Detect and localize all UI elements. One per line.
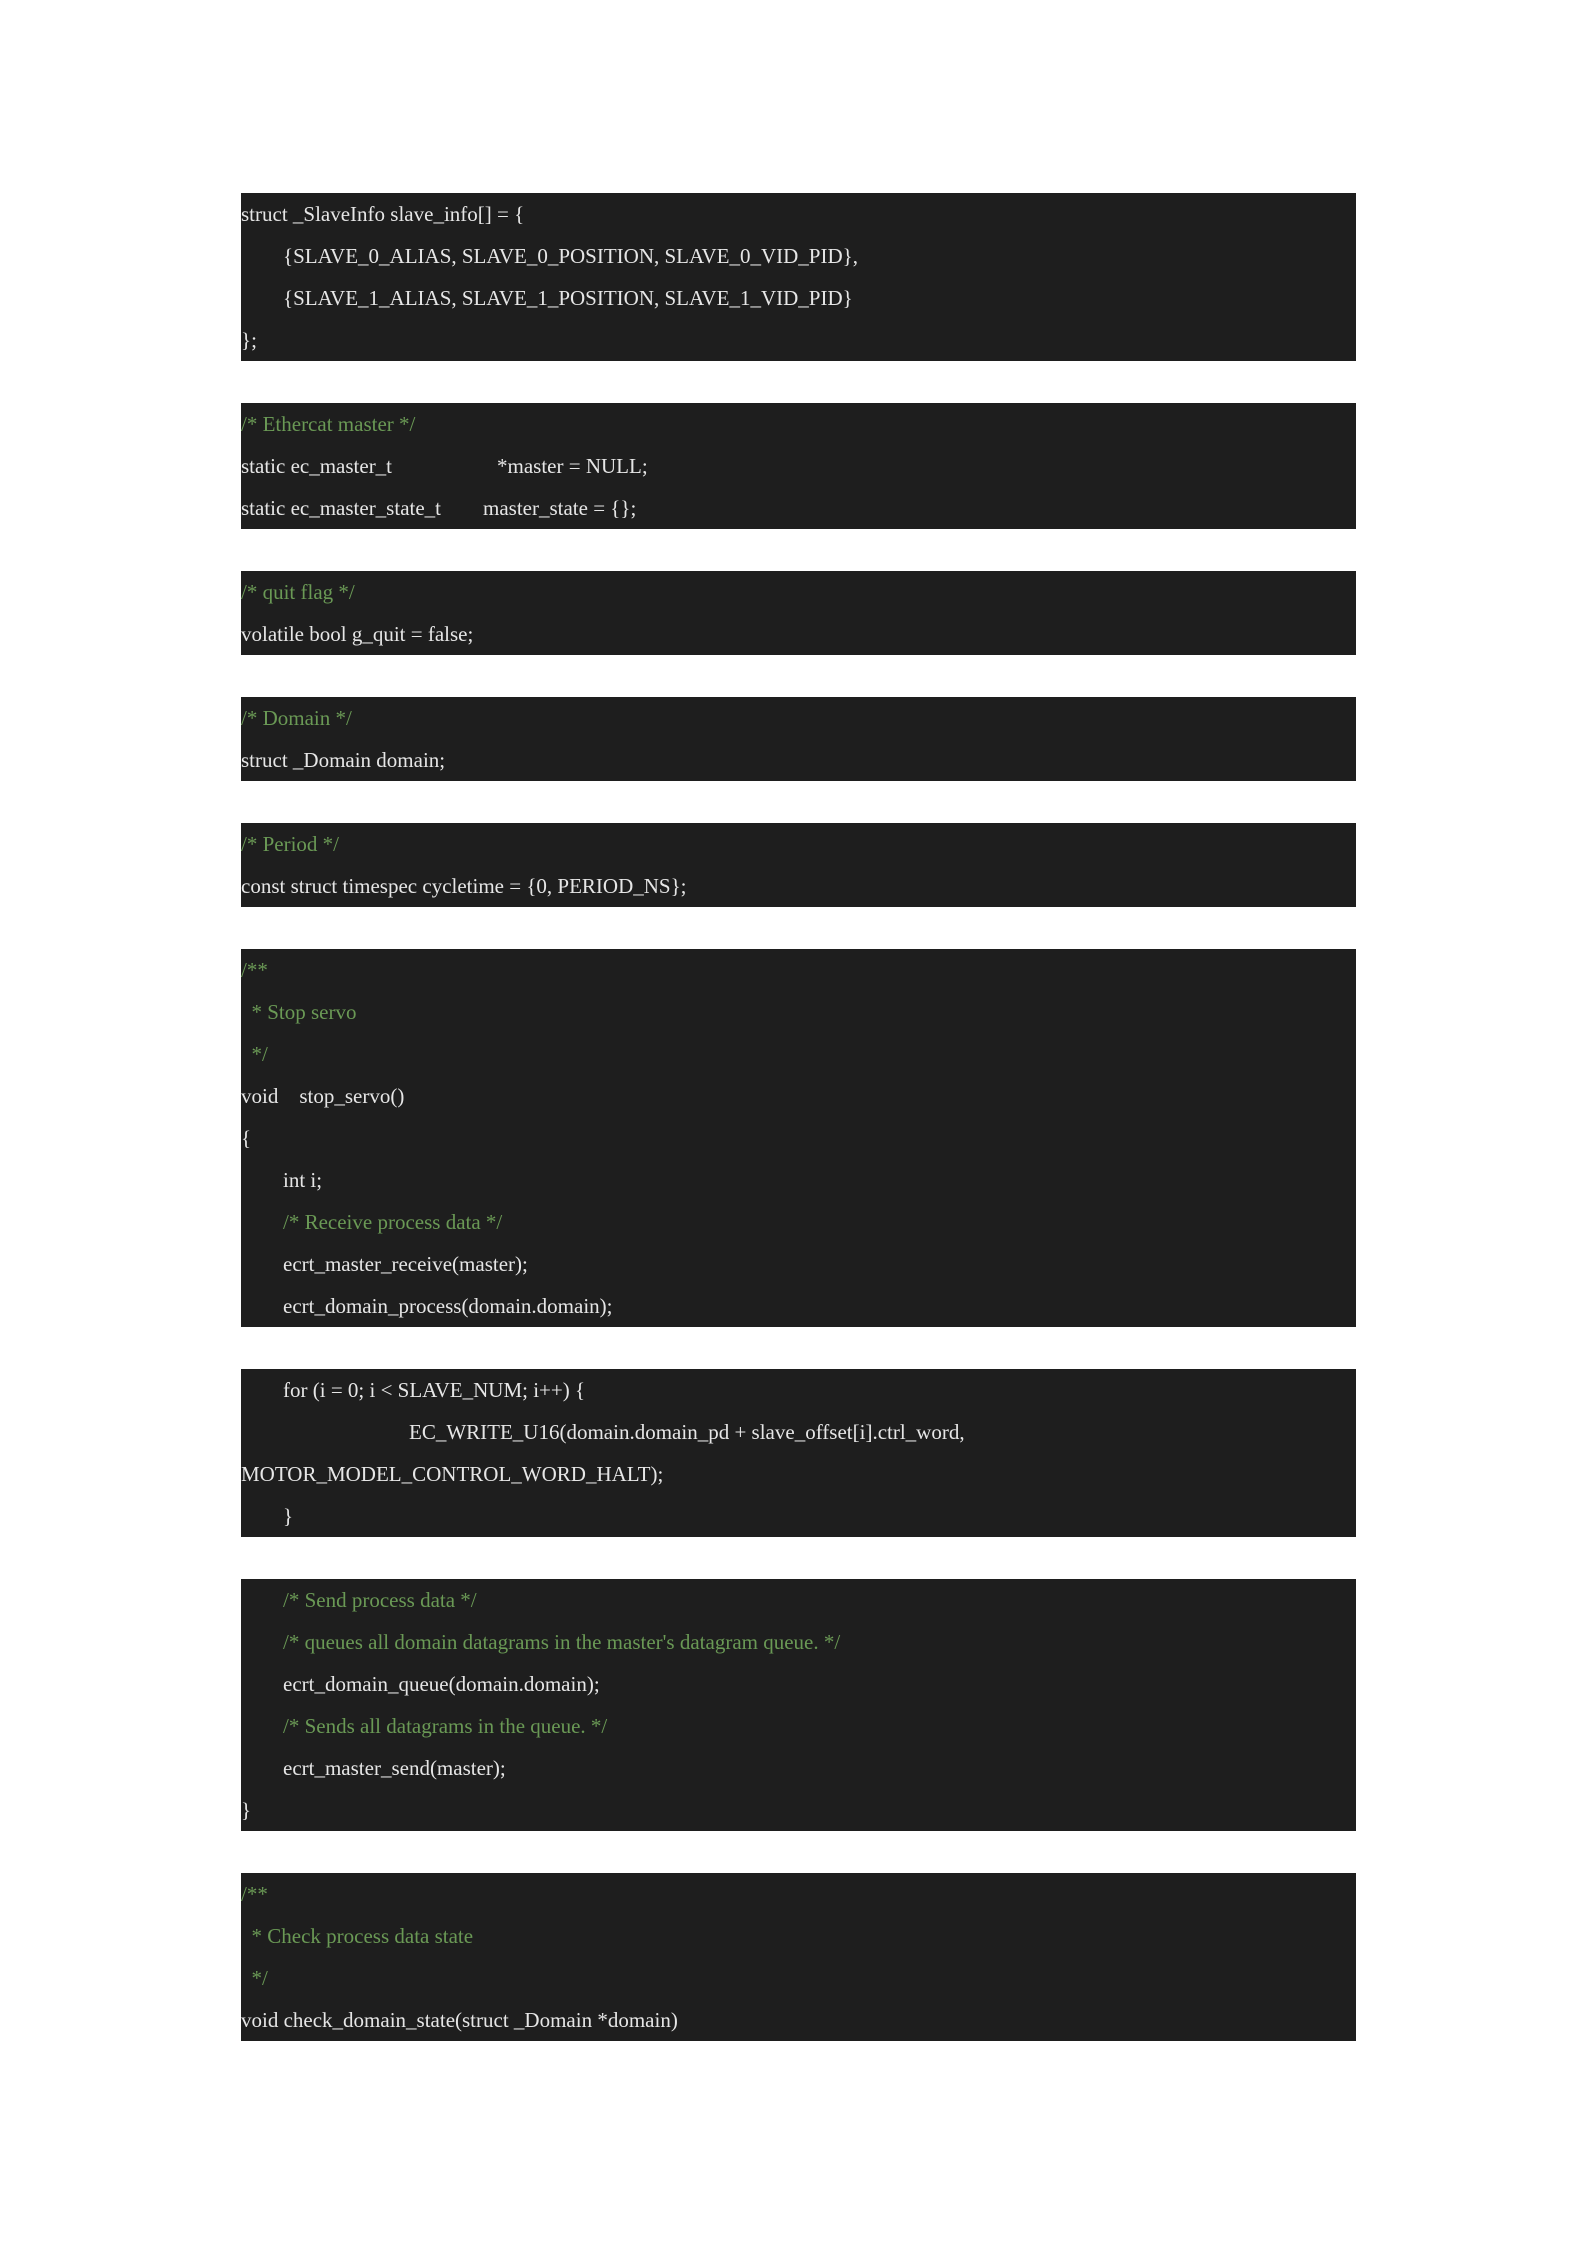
code-block-stop-servo-start <box>241 949 1356 1327</box>
code-line: } <box>241 1798 252 1822</box>
code-block-slave-info-array <box>241 193 1356 361</box>
code-line: void check_domain_state(struct _Domain *domain) <box>241 2008 678 2032</box>
code-block-domain <box>241 697 1356 781</box>
code-comment-line: */ <box>241 1042 268 1066</box>
code-line: MOTOR_MODEL_CONTROL_WORD_HALT); <box>241 1462 664 1486</box>
code-block-quit-flag <box>241 571 1356 655</box>
code-line: } <box>241 1504 294 1528</box>
code-line: ecrt_master_send(master); <box>241 1756 506 1780</box>
code-line: struct _SlaveInfo slave_info[] = { <box>241 202 525 226</box>
code-line: volatile bool g_quit = false; <box>241 622 474 646</box>
code-block-check-domain-state <box>241 1873 1356 2041</box>
code-block-period <box>241 823 1356 907</box>
code-line: void stop_servo() <box>241 1084 405 1108</box>
code-line: static ec_master_t *master = NULL; <box>241 454 648 478</box>
code-line: const struct timespec cycletime = {0, PERIOD_NS}; <box>241 874 687 898</box>
code-comment-line: /* Sends all datagrams in the queue. */ <box>241 1714 608 1738</box>
code-line: { <box>241 1126 252 1150</box>
code-comment-line: /* Ethercat master */ <box>241 412 416 436</box>
code-comment-line: */ <box>241 1966 268 1990</box>
code-block-stop-servo-loop <box>241 1369 1356 1537</box>
code-line: }; <box>241 328 257 352</box>
code-line: for (i = 0; i < SLAVE_NUM; i++) { <box>241 1378 586 1402</box>
code-comment-line: /* Send process data */ <box>241 1588 477 1612</box>
code-line: {SLAVE_1_ALIAS, SLAVE_1_POSITION, SLAVE_1_VID_PID} <box>241 286 853 310</box>
code-line: int i; <box>241 1168 323 1192</box>
code-comment-line: /** <box>241 958 268 982</box>
code-line: static ec_master_state_t master_state = {}; <box>241 496 637 520</box>
code-comment-line: /* quit flag */ <box>241 580 355 604</box>
document-page <box>241 193 1356 2083</box>
code-line: ecrt_domain_process(domain.domain); <box>241 1294 613 1318</box>
code-line: {SLAVE_0_ALIAS, SLAVE_0_POSITION, SLAVE_0_VID_PID}, <box>241 244 858 268</box>
code-line: struct _Domain domain; <box>241 748 446 772</box>
code-comment-line: /* Period */ <box>241 832 339 856</box>
code-comment-line: * Check process data state <box>241 1924 474 1948</box>
code-comment-line: /** <box>241 1882 268 1906</box>
code-block-ethercat-master <box>241 403 1356 529</box>
code-comment-line: /* queues all domain datagrams in the master's datagram queue. */ <box>241 1630 841 1654</box>
code-comment-line: /* Receive process data */ <box>241 1210 503 1234</box>
code-comment-line: * Stop servo <box>241 1000 357 1024</box>
code-line: EC_WRITE_U16(domain.domain_pd + slave_offset[i].ctrl_word, <box>241 1420 965 1444</box>
code-block-stop-servo-send <box>241 1579 1356 1831</box>
code-line: ecrt_master_receive(master); <box>241 1252 528 1276</box>
code-comment-line: /* Domain */ <box>241 706 352 730</box>
code-line: ecrt_domain_queue(domain.domain); <box>241 1672 600 1696</box>
